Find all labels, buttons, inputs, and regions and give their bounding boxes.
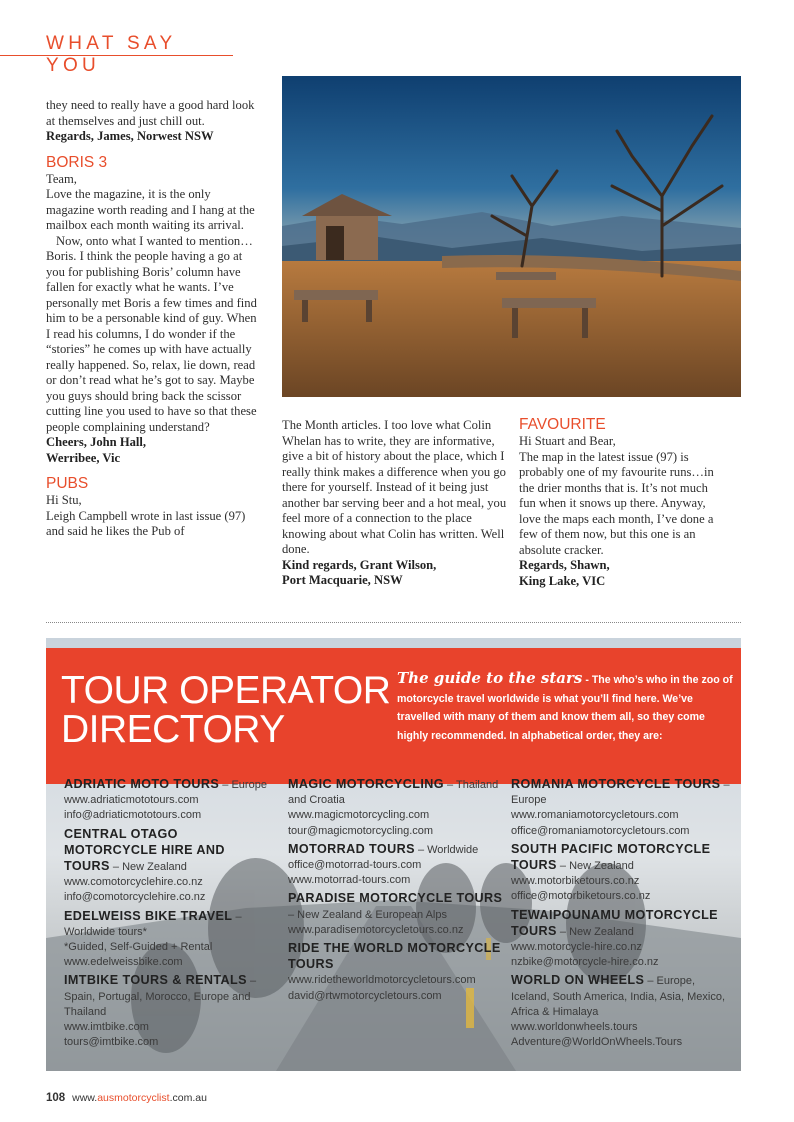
letter-heading-favourite: FAVOURITE [519, 416, 606, 433]
operator-region: – New Zealand & European Alps [288, 908, 447, 921]
operator-contact[interactable]: www.motorrad-tours.com [288, 874, 411, 887]
operator-contact[interactable]: www.imtbike.com [64, 1021, 149, 1034]
operator-name: IMTBIKE TOURS & RENTALS [64, 973, 247, 988]
operator-contact[interactable]: info@adriaticmototours.com [64, 809, 202, 822]
letter-heading-boris: BORIS 3 [46, 153, 108, 171]
directory-banner [46, 648, 741, 784]
operator-contact[interactable]: david@rtwmotorcycletours.com [288, 989, 442, 1002]
letters-column-2 [282, 418, 508, 589]
operator-contact[interactable]: office@romaniamotorcycletours.com [511, 824, 690, 837]
section-title: WHAT SAY YOU [46, 33, 177, 76]
operator-name: ROMANIA MOTORCYCLE TOURS [511, 777, 721, 791]
letter-signature: Kind regards, Grant Wilson, [282, 557, 437, 572]
operator-contact[interactable]: www.edelweissbike.com [64, 956, 183, 969]
operator-region: – Spain, Portugal, Morocco, Europe and Thailand [64, 975, 257, 1018]
operator-entry [64, 909, 269, 971]
letter-signature: Regards, James, Norwest NSW [46, 129, 214, 143]
operator-contact[interactable]: info@comotorcyclehire.co.nz [64, 891, 206, 904]
operator-region: – Thailand and Croatia [288, 779, 499, 807]
section-header [0, 30, 233, 76]
operator-entry [288, 941, 503, 1004]
operator-entry [64, 777, 269, 824]
letter-signature: King Lake, VIC [519, 573, 606, 588]
directory-intro-text: The who’s who in the zoo of motorcycle travel worldwide is what you’ll find here. We’ve travelled with many of them and know them all, so they come highly recommended. In alphabetical order, they are: [397, 674, 733, 742]
directory-column-3 [511, 777, 736, 1053]
operator-name: TEWAIPOUNAMU MOTORCYCLE TOURS [511, 907, 718, 938]
operator-region: – New Zealand [109, 861, 187, 874]
operator-contact[interactable]: www.paradisemotorcycletours.co.nz [288, 923, 464, 936]
page-footer [46, 1092, 207, 1104]
operator-contact[interactable]: office@motorbiketours.co.nz [511, 890, 651, 903]
operator-region: – Europe [511, 779, 730, 807]
operator-contact[interactable]: nzbike@motorcycle-hire.co.nz [511, 956, 659, 969]
lookout-photo [282, 76, 741, 397]
operator-contact[interactable]: www.motorcycle-hire.co.nz [511, 941, 642, 954]
directory-column-1 [64, 777, 269, 1053]
operator-contact[interactable]: www.romaniamotorcycletours.com [511, 809, 679, 822]
operator-contact[interactable]: office@motorrad-tours.com [288, 859, 422, 872]
letters-column-3 [519, 416, 719, 589]
directory-intro [397, 669, 733, 745]
operator-name: MOTORRAD TOURS [288, 841, 415, 856]
letter-signature: Cheers, John Hall, [46, 435, 147, 449]
operator-entry [511, 973, 736, 1050]
operator-name: MAGIC MOTORCYCLING [288, 777, 444, 791]
letter-paragraph: Leigh Campbell wrote in last issue (97) and said he likes the Pub of [46, 508, 246, 538]
letter-paragraph: The map in the latest issue (97) is probably one of my favourite runs…in the drier months that is. It’s not much fun when it snows up there. Anyway, love the maps each month, I’ve done a few of them now, but this one is an absolute cracker. [519, 449, 714, 557]
operator-region: – New Zealand [556, 925, 634, 938]
operator-contact[interactable]: tours@imtbike.com [64, 1036, 159, 1049]
section-divider [46, 622, 741, 623]
operator-note: *Guided, Self-Guided + Rental [64, 941, 213, 954]
tour-operator-directory [46, 638, 741, 1071]
operator-entry [511, 777, 736, 839]
letter-signature: Port Macquarie, NSW [282, 573, 403, 587]
operator-entry [511, 908, 736, 971]
operator-contact[interactable]: www.motorbiketours.co.nz [511, 875, 640, 888]
letter-greeting: Hi Stuart and Bear, [519, 434, 616, 448]
operator-name: SOUTH PACIFIC MOTORCYCLE TOURS [511, 841, 711, 873]
operator-name: PARADISE MOTORCYCLE TOURS [288, 891, 503, 906]
operator-contact[interactable]: tour@magicmotorcycling.com [288, 824, 434, 837]
page-number: 108 [46, 1092, 66, 1104]
operator-entry [288, 891, 503, 938]
operator-region: – New Zealand [556, 860, 634, 873]
operator-region: – Europe [219, 779, 267, 791]
operator-name: CENTRAL OTAGO MOTORCYCLE HIRE AND TOURS [64, 826, 225, 874]
letter-signature: Regards, Shawn, [519, 558, 610, 572]
directory-column-2 [288, 777, 503, 1007]
letter-paragraph: Love the magazine, it is the only magazine worth reading and I hang at the mailbox each month waiting its arrival. [46, 187, 255, 232]
letter-continued-text: they need to really have a good hard look at themselves and just chill out. [46, 98, 255, 128]
operator-entry [64, 973, 269, 1050]
letter-paragraph: The Month articles. I too love what Colin Whelan has to write, they are informative, give a bit of history about the place, which I really think makes a difference when you go there for yourself. Instead of it being just another bar serving beer and a hot meal, you feel more of a connection to the place knowing about what Colin has written. Well done. [282, 418, 507, 556]
operator-name: RIDE THE WORLD MOTORCYCLE TOURS [288, 941, 501, 972]
directory-title: TOUR OPERATOR DIRECTORY [61, 669, 391, 751]
operator-entry [64, 827, 269, 906]
operator-name: ADRIATIC MOTO TOURS [64, 777, 220, 791]
directory-lead-dash: - [582, 674, 592, 686]
letters-column-1 [46, 98, 258, 540]
footer-url[interactable]: www.ausmotorcyclist.com.au [72, 1092, 207, 1104]
letter-paragraph: Now, onto what I wanted to mention…Boris. I think the people having a go at you for publishing Boris’ column have fallen for exactly what he wants. I’ve personally met Boris a few times and find him to be a personable kind of guy. When I read his columns, I do wonder if the “stories” he comes up with have actually really happened. So, relax, lie down, read or don’t read what he’s got to say. Maybe you guys should bring back the scissor cutting line you used to have so that these people complaining understand? [46, 233, 257, 434]
operator-region: – Worldwide tours* [64, 910, 242, 938]
operator-contact[interactable]: www.adriaticmototours.com [64, 794, 199, 807]
letter-heading-pubs: PUBS [46, 475, 89, 492]
operator-name: EDELWEISS BIKE TRAVEL [64, 908, 233, 923]
operator-entry [288, 777, 503, 839]
operator-contact[interactable]: www.ridetheworldmotorcycletours.com [288, 974, 476, 987]
operator-region: – Worldwide [414, 843, 479, 856]
operator-name: WORLD ON WHEELS [511, 973, 645, 988]
letter-greeting: Team, [46, 171, 77, 186]
operator-contact[interactable]: Adventure@WorldOnWheels.Tours [511, 1036, 683, 1049]
operator-contact[interactable]: www.magicmotorcycling.com [288, 809, 430, 822]
letter-greeting: Hi Stu, [46, 493, 82, 507]
operator-entry [511, 842, 736, 905]
operator-contact[interactable]: www.comotorcyclehire.co.nz [64, 876, 203, 889]
letter-signature: Werribee, Vic [46, 450, 121, 465]
operator-region: – Europe, Iceland, South America, India, Asia, Mexico, Africa & Himalaya [511, 975, 726, 1018]
directory-lead: The guide to the stars [397, 669, 583, 687]
operator-contact[interactable]: www.worldonwheels.tours [511, 1021, 638, 1034]
operator-entry [288, 842, 503, 889]
